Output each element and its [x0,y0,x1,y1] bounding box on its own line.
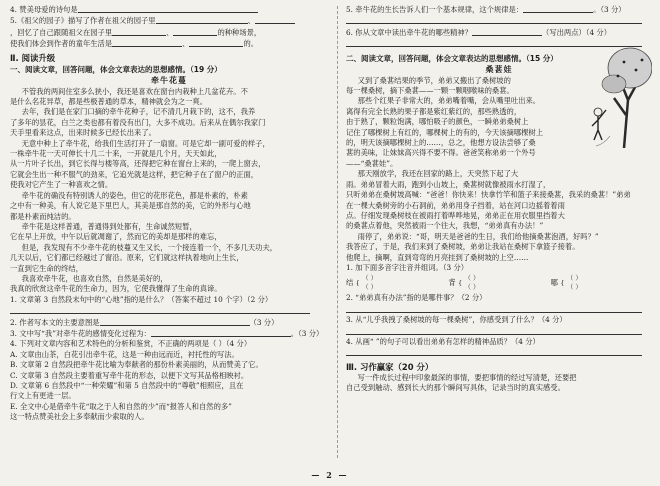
reading-2-question-3: 3. 从“儿乎我拽了桑树坡的每一棵桑树”，你感受到了什么？（4 分） [346,315,567,325]
essay-2-title: 桑葚娃 [485,64,513,74]
answer-line[interactable] [346,304,652,315]
left-column [10,4,328,423]
essay-line: 的，明天该摘哪棵树上的……，总之，他想方设法尝够了桑 [346,138,536,148]
polyphonic-characters [346,273,652,293]
essay-line: 我真的欣赏这牵牛花的生命力，因为，它使我懂得了生命的真谛。 [10,284,222,294]
option-b: B. 文章第 2 自然段把牵牛花比喻为奉献者的那份朴素美丽的，从而赞美了它。 [10,360,263,370]
essay-line: 牵牛花是这样普通，普通得到处都有，生命诚然短暂， [21,221,197,231]
essay-1-body [10,87,328,295]
answer-line[interactable] [346,326,652,337]
essay-line: 是什么名花异草，都是些极普通的草本，精神就会为之一爽。 [10,97,208,107]
essay-line: 那些个红果子非常大的，弟弟嘴着嘴，会从嘴里吐出来。 [357,96,541,106]
essay-line: 从一片叶子长出，到它长得与楼等高，还得把它种在窗台上来的，一爬上窗去， [10,159,266,169]
option-d: D. 文章第 6 自然段中“一种荣耀”和第 5 自然段中的“尊敬”相照应，且在 [10,381,244,390]
reading-1-question-2: 2. 作者写本文的主要意图是 （3 分） [10,317,279,327]
essay-line: 去年，我们是在家门口摘的牵牛花种子，记不清几月栽下的，这不，我养 [21,107,256,117]
essay-line: 不管我的两间住室多么狭小，我还是喜欢在窗台内栽种上几盆花卉。不 [21,86,248,96]
reading-1-question-1: 1. 文章第 3 自然段末句中的“心地”指的是什么？（答案不超过 10 个字）（2 分） [10,294,273,304]
essay-line: 之中有一种美，有人说它是下里巴人，其美是那自然的美，它的外形与心地 [10,201,251,211]
answer-line[interactable] [346,15,652,26]
essay-line: 每一棵桑树，摘下桑葚——一颗一颗咽喉味的桑葚。 [346,86,514,96]
writing-prompt-line: 自己受到触动、感到长大的那个瞬间写具体，记录当时的真实感受。 [346,383,565,393]
essay-line: 都是朴素而纯洁的。 [10,211,76,221]
char-item: 背 { （ ） （ ） [448,274,480,292]
essay-line: 无意中种上了牵牛花，给我们生活打开了一扇窗。可是它却一副可爱的样子， [21,138,270,148]
essay-line: 它在早上开放，中午以后就凋谢了，然而它的美却是那样的难忘， [10,232,222,242]
question-5-line-1: 5.《祖父的园子》描写了作者在祖父的园子里 、 [10,15,328,26]
essay-line: 离得有完全长熟的果子都是紫红紫红的，那些熟透的， [346,106,522,116]
essay-line: 了多年的昙花，白兰之类也都有着没有出门，大多不成功。后来从在偶尔我家门 [10,117,266,127]
section-writing-heading: Ⅲ. 习作赢家（20 分） [346,361,434,372]
boy-in-tree-illustration [584,40,652,148]
essay-line: 由于熟了，颗粒饱满，哪怕吸子的颜色，一瞬弟弟桑树上 [346,117,529,127]
essay-1-title: 牵牛花蔓 [151,75,187,85]
question-5-line-2: ，回忆了自己跟随祖父在园子里 、 的种种场景， [10,27,262,37]
column-divider [337,6,338,458]
answer-line[interactable] [346,347,652,358]
essay-line: 点。仔细发现桑树枝在被雨打着哗哗地晃，弟弟正在用衣服里挡着大 [346,210,565,220]
page-number: — 2 — [311,470,349,480]
reading-1-question-3: 3. 文中写“我”对牵牛花的感情变化过程为： 。（3 分） [10,328,324,338]
essay-line: 在一棵大桑树旁的小石洞前，弟弟用身子挡着，站在河口边摇着着雨 [346,200,565,210]
essay-line: 但是，我发现有不少牵牛花的枝蔓又生又长，一个接连着一个，不多几天功夫， [21,242,278,252]
reading-2-heading: 二、阅读文章，回答问题，体会文章表达的思想感情。（15 分） [346,53,558,63]
reading-1-question-5: 5. 牵牛花的生长告诉人们一个基本规律，这个规律是： 。（3 分） [346,5,626,14]
question-5-line-3: 使我们体会到作者的童年生活是 、 的。 [10,39,259,49]
essay-line: 的桑葚点着他，突然被雨一个往大，我想，“弟弟真有办法！” [346,221,544,231]
essay-line: 一直到它生命的终结， [10,263,83,273]
option-a: A. 文章由山茶，白花引出牵牛花，这是一种由远而近，衬托性的写法。 [10,349,239,359]
essay-line: 我喜欢牵牛花，也喜欢自然，自然是美好的， [21,273,168,283]
essay-line: 使我对它产生了一种喜欢之情。 [10,180,113,190]
option-c: C. 文章第 3 自然段主要着重写牵牛花的形态，以便下文写其品格相映衬。 [10,370,249,380]
reading-2-question-1: 1. 加下面多音字注音并组词。（3 分） [346,262,469,272]
reading-1-question-6: 6. 你从文章中读出牵牛花的哪些精神？ （写出两点）（4 分） [346,27,612,37]
essay-line: 它就会生出一种不服气的劲来，它追光就是这样，把它种子在了窗户的正面， [10,169,259,179]
essay-line: 只听弟弟在桑树坡高喊：“爸爸！你快来！快拿竹竿和篮子来接桑葚，我采的桑葚！”弟弟 [346,190,631,200]
option-e-cont: 这一特点赞美社会上多奉献而少索取的人。 [10,412,149,422]
essay-line: 我答应了，于是，我们来到了桑树坡，弟弟让我站在桑树下拿篮子接着。 [346,242,580,252]
option-e: E. 全文中心是借牵牛花“取之于人和自然的少”而“报答人和自然的多” [10,401,232,411]
reading-2-question-2: 2. “弟弟真有办法”指的是哪件事？（2 分） [346,293,487,303]
essay-line: 牵牛花的确没有特别诱人的姿色，但它的花形花色，都是朴素的，朴素 [21,190,248,200]
essay-line: 天手里看来这点，出来时候多已经长出来了。 [10,128,156,138]
section-reading-heading: Ⅱ. 阅读升级 [10,52,56,63]
essay-line: 他爬上，摘啊，直到弯弯的月亮挂到了桑树坡的上空…… [346,252,529,262]
reading-2-question-4: 4. 从画“ ”的句子可以看出弟弟有怎样的精神品质？（4 分） [346,336,540,346]
essay-line: 记住了哪棵树上有红的，哪棵树上的有的，今天该摘哪棵树上 [346,127,544,137]
essay-line: 那天刚放学，我还在回家的路上，天突然下起了大 [357,169,519,179]
char-item: 结 { （ ） （ ） [346,274,378,292]
question-4-line: 4. 赞美母爱的诗句是 [10,4,328,15]
essay-line: 一株牵牛花一天可伸长十几二十来，一开就是几个月，天天如此， [10,149,222,159]
option-d-cont: 行文上有更进一层。 [10,391,76,401]
essay-line: 葚的美味，让妹妹高兴得不要不得。爸爸笑称弟弟一个外号 [346,148,536,158]
reading-1-heading: 一、阅读文章，回答问题，体会文章表达的思想感情。（19 分） [10,64,222,74]
essay-line: 几天以后，它们都已经越过了窗沿。原来，它们就这样执着地向上生长， [10,253,244,263]
essay-line: 又到了桑葚结果的季节，弟弟又搬出了桑树坡的 [357,75,511,85]
char-item: 哪 { （ ） （ ） [550,274,582,292]
essay-line: 雨停了，弟弟说：“哥，明天是爸爸的生日，我们给他摘桑葚泡酒，好吗？” [357,231,599,241]
reading-1-question-4: 4. 下列对文章内容和艺术特色的分析和鉴赏，不正确的两项是（ ）（4 分） [10,339,252,349]
writing-prompt-line: 写一件成长过程中印象最深的事情，要把事情的经过写清楚，还要把 [357,372,577,382]
essay-line: 雨。弟弟冒着大雨，跑到小山坡上，桑葚树就像被雨水打湿了， [346,179,551,189]
essay-line: ——“桑葚娃”。 [346,158,398,168]
right-column [346,4,652,394]
answer-line[interactable] [10,305,328,316]
